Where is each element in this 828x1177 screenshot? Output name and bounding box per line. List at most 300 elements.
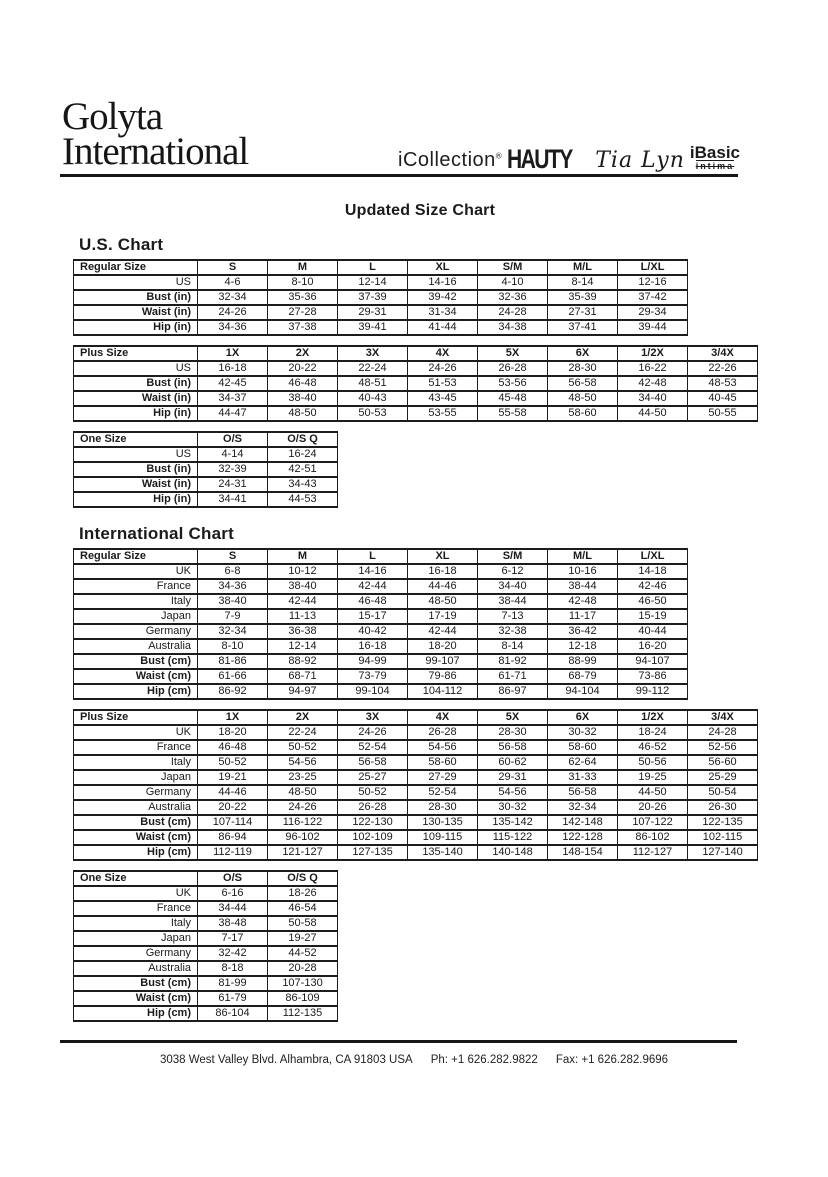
value-cell: 115-122 (478, 830, 548, 845)
column-header: 5X (478, 710, 548, 725)
row-label: Germany (74, 946, 198, 961)
value-cell: 25-29 (688, 770, 758, 785)
table-row (74, 755, 758, 770)
value-cell: 7-17 (198, 931, 268, 946)
tia-lyn-logo: Tia Lyn (595, 148, 685, 173)
column-header: 3X (338, 346, 408, 361)
row-label: Italy (74, 755, 198, 770)
column-header: 3X (338, 710, 408, 725)
value-cell: 107-130 (268, 976, 338, 991)
value-cell: 50-52 (268, 740, 338, 755)
value-cell: 122-130 (338, 815, 408, 830)
value-cell: 50-55 (688, 406, 758, 421)
table-row (74, 684, 688, 699)
value-cell: 22-26 (688, 361, 758, 376)
value-cell: 73-79 (338, 669, 408, 684)
row-label: Japan (74, 609, 198, 624)
row-label: Hip (in) (74, 492, 198, 507)
value-cell: 56-58 (548, 785, 618, 800)
value-cell: 29-31 (478, 770, 548, 785)
row-label: Waist (cm) (74, 830, 198, 845)
value-cell: 16-22 (618, 361, 688, 376)
value-cell: 28-30 (408, 800, 478, 815)
value-cell: 18-26 (268, 886, 338, 901)
value-cell: 50-52 (198, 755, 268, 770)
value-cell: 50-58 (268, 916, 338, 931)
table-row (74, 976, 338, 991)
table-row (74, 275, 688, 290)
row-label: Hip (in) (74, 320, 198, 335)
value-cell: 11-17 (548, 609, 618, 624)
value-cell: 46-48 (198, 740, 268, 755)
value-cell: 40-43 (338, 391, 408, 406)
value-cell: 44-46 (198, 785, 268, 800)
value-cell: 86-92 (198, 684, 268, 699)
value-cell: 38-48 (198, 916, 268, 931)
table-row (74, 815, 758, 830)
row-label: UK (74, 725, 198, 740)
value-cell: 16-18 (408, 564, 478, 579)
value-cell: 81-86 (198, 654, 268, 669)
row-label: Hip (in) (74, 406, 198, 421)
value-cell: 19-25 (618, 770, 688, 785)
value-cell: 52-54 (408, 785, 478, 800)
table-row (74, 290, 688, 305)
value-cell: 44-50 (618, 406, 688, 421)
value-cell: 94-104 (548, 684, 618, 699)
row-label: US (74, 447, 198, 462)
value-cell: 81-99 (198, 976, 268, 991)
value-cell: 46-48 (268, 376, 338, 391)
table-row (74, 785, 758, 800)
column-header: 1X (198, 710, 268, 725)
footer-contact (0, 1054, 828, 1066)
value-cell: 4-6 (198, 275, 268, 290)
brand-logos (398, 138, 740, 172)
value-cell: 8-14 (548, 275, 618, 290)
value-cell: 44-50 (618, 785, 688, 800)
column-header: O/S (198, 432, 268, 447)
value-cell: 18-24 (618, 725, 688, 740)
table-row (74, 624, 688, 639)
value-cell: 30-32 (548, 725, 618, 740)
table-row (74, 594, 688, 609)
value-cell: 39-42 (408, 290, 478, 305)
column-header: O/S Q (268, 432, 338, 447)
value-cell: 8-14 (478, 639, 548, 654)
row-label: Japan (74, 931, 198, 946)
value-cell: 20-28 (268, 961, 338, 976)
value-cell: 44-52 (268, 946, 338, 961)
value-cell: 23-25 (268, 770, 338, 785)
value-cell: 37-42 (618, 290, 688, 305)
row-label: US (74, 275, 198, 290)
value-cell: 86-104 (198, 1006, 268, 1021)
value-cell: 94-97 (268, 684, 338, 699)
value-cell: 107-114 (198, 815, 268, 830)
value-cell: 22-24 (268, 725, 338, 740)
value-cell: 38-40 (268, 391, 338, 406)
value-cell: 121-127 (268, 845, 338, 860)
table-corner-label: Regular Size (74, 260, 198, 275)
column-header: XL (408, 260, 478, 275)
value-cell: 24-31 (198, 477, 268, 492)
table-row (74, 845, 758, 860)
value-cell: 4-14 (198, 447, 268, 462)
size-chart-content (73, 235, 758, 1031)
value-cell: 41-44 (408, 320, 478, 335)
value-cell: 34-36 (198, 320, 268, 335)
value-cell: 42-44 (338, 579, 408, 594)
value-cell: 37-39 (338, 290, 408, 305)
value-cell: 122-135 (688, 815, 758, 830)
column-header: S/M (478, 549, 548, 564)
company-logo (62, 95, 249, 173)
value-cell: 11-13 (268, 609, 338, 624)
row-label: Germany (74, 785, 198, 800)
value-cell: 26-28 (408, 725, 478, 740)
row-label: Waist (cm) (74, 669, 198, 684)
value-cell: 48-50 (548, 391, 618, 406)
table-corner-label: One Size (74, 432, 198, 447)
row-label: UK (74, 564, 198, 579)
table-corner-label: Plus Size (74, 346, 198, 361)
row-label: Hip (cm) (74, 845, 198, 860)
value-cell: 56-58 (478, 740, 548, 755)
header-row (74, 871, 338, 886)
value-cell: 7-13 (478, 609, 548, 624)
value-cell: 140-148 (478, 845, 548, 860)
column-header: 3/4X (688, 710, 758, 725)
value-cell: 44-47 (198, 406, 268, 421)
document-title: Updated Size Chart (344, 202, 496, 219)
value-cell: 102-109 (338, 830, 408, 845)
value-cell: 55-58 (478, 406, 548, 421)
row-label: US (74, 361, 198, 376)
value-cell: 24-28 (478, 305, 548, 320)
table-row (74, 492, 338, 507)
value-cell: 24-26 (198, 305, 268, 320)
value-cell: 32-42 (198, 946, 268, 961)
value-cell: 8-18 (198, 961, 268, 976)
company-name-line1: Golyta (62, 95, 163, 138)
value-cell: 27-29 (408, 770, 478, 785)
value-cell: 32-36 (478, 290, 548, 305)
value-cell: 16-18 (338, 639, 408, 654)
table-row (74, 669, 688, 684)
value-cell: 50-53 (338, 406, 408, 421)
value-cell: 34-43 (268, 477, 338, 492)
table-row (74, 740, 758, 755)
value-cell: 34-41 (198, 492, 268, 507)
value-cell: 34-37 (198, 391, 268, 406)
column-header: S (198, 549, 268, 564)
value-cell: 122-128 (548, 830, 618, 845)
table-row (74, 609, 688, 624)
value-cell: 38-40 (268, 579, 338, 594)
value-cell: 48-50 (268, 406, 338, 421)
value-cell: 40-42 (338, 624, 408, 639)
value-cell: 88-99 (548, 654, 618, 669)
table-row (74, 654, 688, 669)
value-cell: 26-30 (688, 800, 758, 815)
value-cell: 42-44 (268, 594, 338, 609)
value-cell: 6-16 (198, 886, 268, 901)
column-header: L/XL (618, 549, 688, 564)
column-header: M (268, 260, 338, 275)
value-cell: 34-40 (618, 391, 688, 406)
column-header: 1/2X (618, 346, 688, 361)
value-cell: 56-58 (548, 376, 618, 391)
header-row (74, 710, 758, 725)
table-row (74, 991, 338, 1006)
value-cell: 35-36 (268, 290, 338, 305)
value-cell: 6-12 (478, 564, 548, 579)
table-row (74, 961, 338, 976)
table-row (74, 901, 338, 916)
row-label: Italy (74, 916, 198, 931)
value-cell: 16-20 (618, 639, 688, 654)
value-cell: 148-154 (548, 845, 618, 860)
value-cell: 40-44 (618, 624, 688, 639)
row-label: Bust (cm) (74, 815, 198, 830)
value-cell: 8-10 (268, 275, 338, 290)
value-cell: 142-148 (548, 815, 618, 830)
footer-fax: Fax: +1 626.282.9696 (555, 1054, 669, 1066)
value-cell: 42-51 (268, 462, 338, 477)
footer-divider (60, 1040, 737, 1043)
value-cell: 73-86 (618, 669, 688, 684)
value-cell: 43-45 (408, 391, 478, 406)
value-cell: 42-44 (408, 624, 478, 639)
value-cell: 20-26 (618, 800, 688, 815)
value-cell: 94-99 (338, 654, 408, 669)
row-label: France (74, 740, 198, 755)
value-cell: 27-31 (548, 305, 618, 320)
column-header: L (338, 260, 408, 275)
table-row (74, 946, 338, 961)
value-cell: 86-97 (478, 684, 548, 699)
value-cell: 15-17 (338, 609, 408, 624)
value-cell: 58-60 (548, 740, 618, 755)
value-cell: 54-56 (408, 740, 478, 755)
value-cell: 58-60 (548, 406, 618, 421)
icollection-logo (398, 149, 502, 172)
row-label: Italy (74, 594, 198, 609)
international-one-size-table (73, 870, 338, 1022)
column-header: 4X (408, 346, 478, 361)
value-cell: 32-34 (548, 800, 618, 815)
table-row (74, 447, 338, 462)
value-cell: 53-56 (478, 376, 548, 391)
value-cell: 38-44 (548, 579, 618, 594)
value-cell: 96-102 (268, 830, 338, 845)
value-cell: 61-66 (198, 669, 268, 684)
row-label: Waist (cm) (74, 991, 198, 1006)
table-corner-label: Regular Size (74, 549, 198, 564)
row-label: Bust (in) (74, 290, 198, 305)
value-cell: 58-60 (408, 755, 478, 770)
row-label: Australia (74, 639, 198, 654)
value-cell: 7-9 (198, 609, 268, 624)
column-header: 2X (268, 346, 338, 361)
table-row (74, 305, 688, 320)
value-cell: 99-104 (338, 684, 408, 699)
column-header: 4X (408, 710, 478, 725)
value-cell: 34-44 (198, 901, 268, 916)
row-label: Waist (in) (74, 477, 198, 492)
value-cell: 20-22 (268, 361, 338, 376)
row-label: Bust (cm) (74, 976, 198, 991)
table-row (74, 406, 758, 421)
value-cell: 112-127 (618, 845, 688, 860)
value-cell: 24-26 (408, 361, 478, 376)
column-header: XL (408, 549, 478, 564)
section-heading-us: U.S. Chart (79, 235, 164, 254)
table-row (74, 830, 758, 845)
value-cell: 12-18 (548, 639, 618, 654)
row-label: Bust (cm) (74, 654, 198, 669)
table-row (74, 462, 338, 477)
value-cell: 48-51 (338, 376, 408, 391)
value-cell: 48-53 (688, 376, 758, 391)
value-cell: 54-56 (268, 755, 338, 770)
value-cell: 45-48 (478, 391, 548, 406)
icollection-wordmark: iCollection (398, 149, 496, 171)
intima-wordmark: intima (695, 161, 735, 171)
table-row (74, 916, 338, 931)
value-cell: 112-135 (268, 1006, 338, 1021)
value-cell: 53-55 (408, 406, 478, 421)
value-cell: 104-112 (408, 684, 478, 699)
value-cell: 56-60 (688, 755, 758, 770)
section-heading-international: International Chart (79, 524, 234, 543)
value-cell: 50-52 (338, 785, 408, 800)
column-header: S/M (478, 260, 548, 275)
value-cell: 22-24 (338, 361, 408, 376)
value-cell: 48-50 (408, 594, 478, 609)
column-header: L (338, 549, 408, 564)
value-cell: 10-16 (548, 564, 618, 579)
value-cell: 116-122 (268, 815, 338, 830)
value-cell: 39-41 (338, 320, 408, 335)
value-cell: 25-27 (338, 770, 408, 785)
value-cell: 54-56 (478, 785, 548, 800)
value-cell: 56-58 (338, 755, 408, 770)
value-cell: 135-142 (478, 815, 548, 830)
value-cell: 79-86 (408, 669, 478, 684)
value-cell: 32-34 (198, 290, 268, 305)
table-row (74, 320, 688, 335)
header-row (74, 549, 688, 564)
value-cell: 32-39 (198, 462, 268, 477)
row-label: Waist (in) (74, 391, 198, 406)
value-cell: 46-52 (618, 740, 688, 755)
column-header: 5X (478, 346, 548, 361)
value-cell: 130-135 (408, 815, 478, 830)
value-cell: 42-48 (548, 594, 618, 609)
value-cell: 86-94 (198, 830, 268, 845)
value-cell: 28-30 (548, 361, 618, 376)
value-cell: 18-20 (408, 639, 478, 654)
column-header: S (198, 260, 268, 275)
ibasic-wordmark: iBasic (689, 143, 740, 162)
row-label: France (74, 579, 198, 594)
value-cell: 16-18 (198, 361, 268, 376)
row-label: UK (74, 886, 198, 901)
us-regular-size-table (73, 259, 688, 336)
value-cell: 88-92 (268, 654, 338, 669)
value-cell: 46-48 (338, 594, 408, 609)
value-cell: 12-14 (338, 275, 408, 290)
value-cell: 19-21 (198, 770, 268, 785)
row-label: Australia (74, 961, 198, 976)
table-row (74, 391, 758, 406)
table-row (74, 725, 758, 740)
column-header: L/XL (618, 260, 688, 275)
table-row (74, 886, 338, 901)
international-plus-size-table (73, 709, 758, 861)
value-cell: 40-45 (688, 391, 758, 406)
column-header: 2X (268, 710, 338, 725)
value-cell: 12-16 (618, 275, 688, 290)
column-header: M/L (548, 260, 618, 275)
value-cell: 44-46 (408, 579, 478, 594)
value-cell: 107-122 (618, 815, 688, 830)
value-cell: 102-115 (688, 830, 758, 845)
header-row (74, 260, 688, 275)
value-cell: 24-26 (338, 725, 408, 740)
value-cell: 48-50 (268, 785, 338, 800)
table-row (74, 477, 338, 492)
value-cell: 42-46 (618, 579, 688, 594)
column-header: 6X (548, 346, 618, 361)
company-name-line2: International (62, 130, 249, 173)
value-cell: 31-33 (548, 770, 618, 785)
value-cell: 32-38 (478, 624, 548, 639)
value-cell: 12-14 (268, 639, 338, 654)
header-row (74, 432, 338, 447)
value-cell: 8-10 (198, 639, 268, 654)
value-cell: 51-53 (408, 376, 478, 391)
value-cell: 14-18 (618, 564, 688, 579)
value-cell: 68-79 (548, 669, 618, 684)
value-cell: 6-8 (198, 564, 268, 579)
table-row (74, 376, 758, 391)
value-cell: 61-71 (478, 669, 548, 684)
row-label: Australia (74, 800, 198, 815)
value-cell: 50-54 (688, 785, 758, 800)
value-cell: 14-16 (338, 564, 408, 579)
column-header: 3/4X (688, 346, 758, 361)
table-row (74, 770, 758, 785)
table-row (74, 361, 758, 376)
value-cell: 36-38 (268, 624, 338, 639)
value-cell: 52-54 (338, 740, 408, 755)
row-label: Bust (in) (74, 376, 198, 391)
value-cell: 10-12 (268, 564, 338, 579)
value-cell: 36-42 (548, 624, 618, 639)
registered-mark-icon: ® (495, 151, 503, 161)
column-header: 1/2X (618, 710, 688, 725)
value-cell: 60-62 (478, 755, 548, 770)
value-cell: 99-107 (408, 654, 478, 669)
value-cell: 127-140 (688, 845, 758, 860)
value-cell: 37-41 (548, 320, 618, 335)
row-label: Bust (in) (74, 462, 198, 477)
value-cell: 37-38 (268, 320, 338, 335)
international-regular-size-table (73, 548, 688, 700)
